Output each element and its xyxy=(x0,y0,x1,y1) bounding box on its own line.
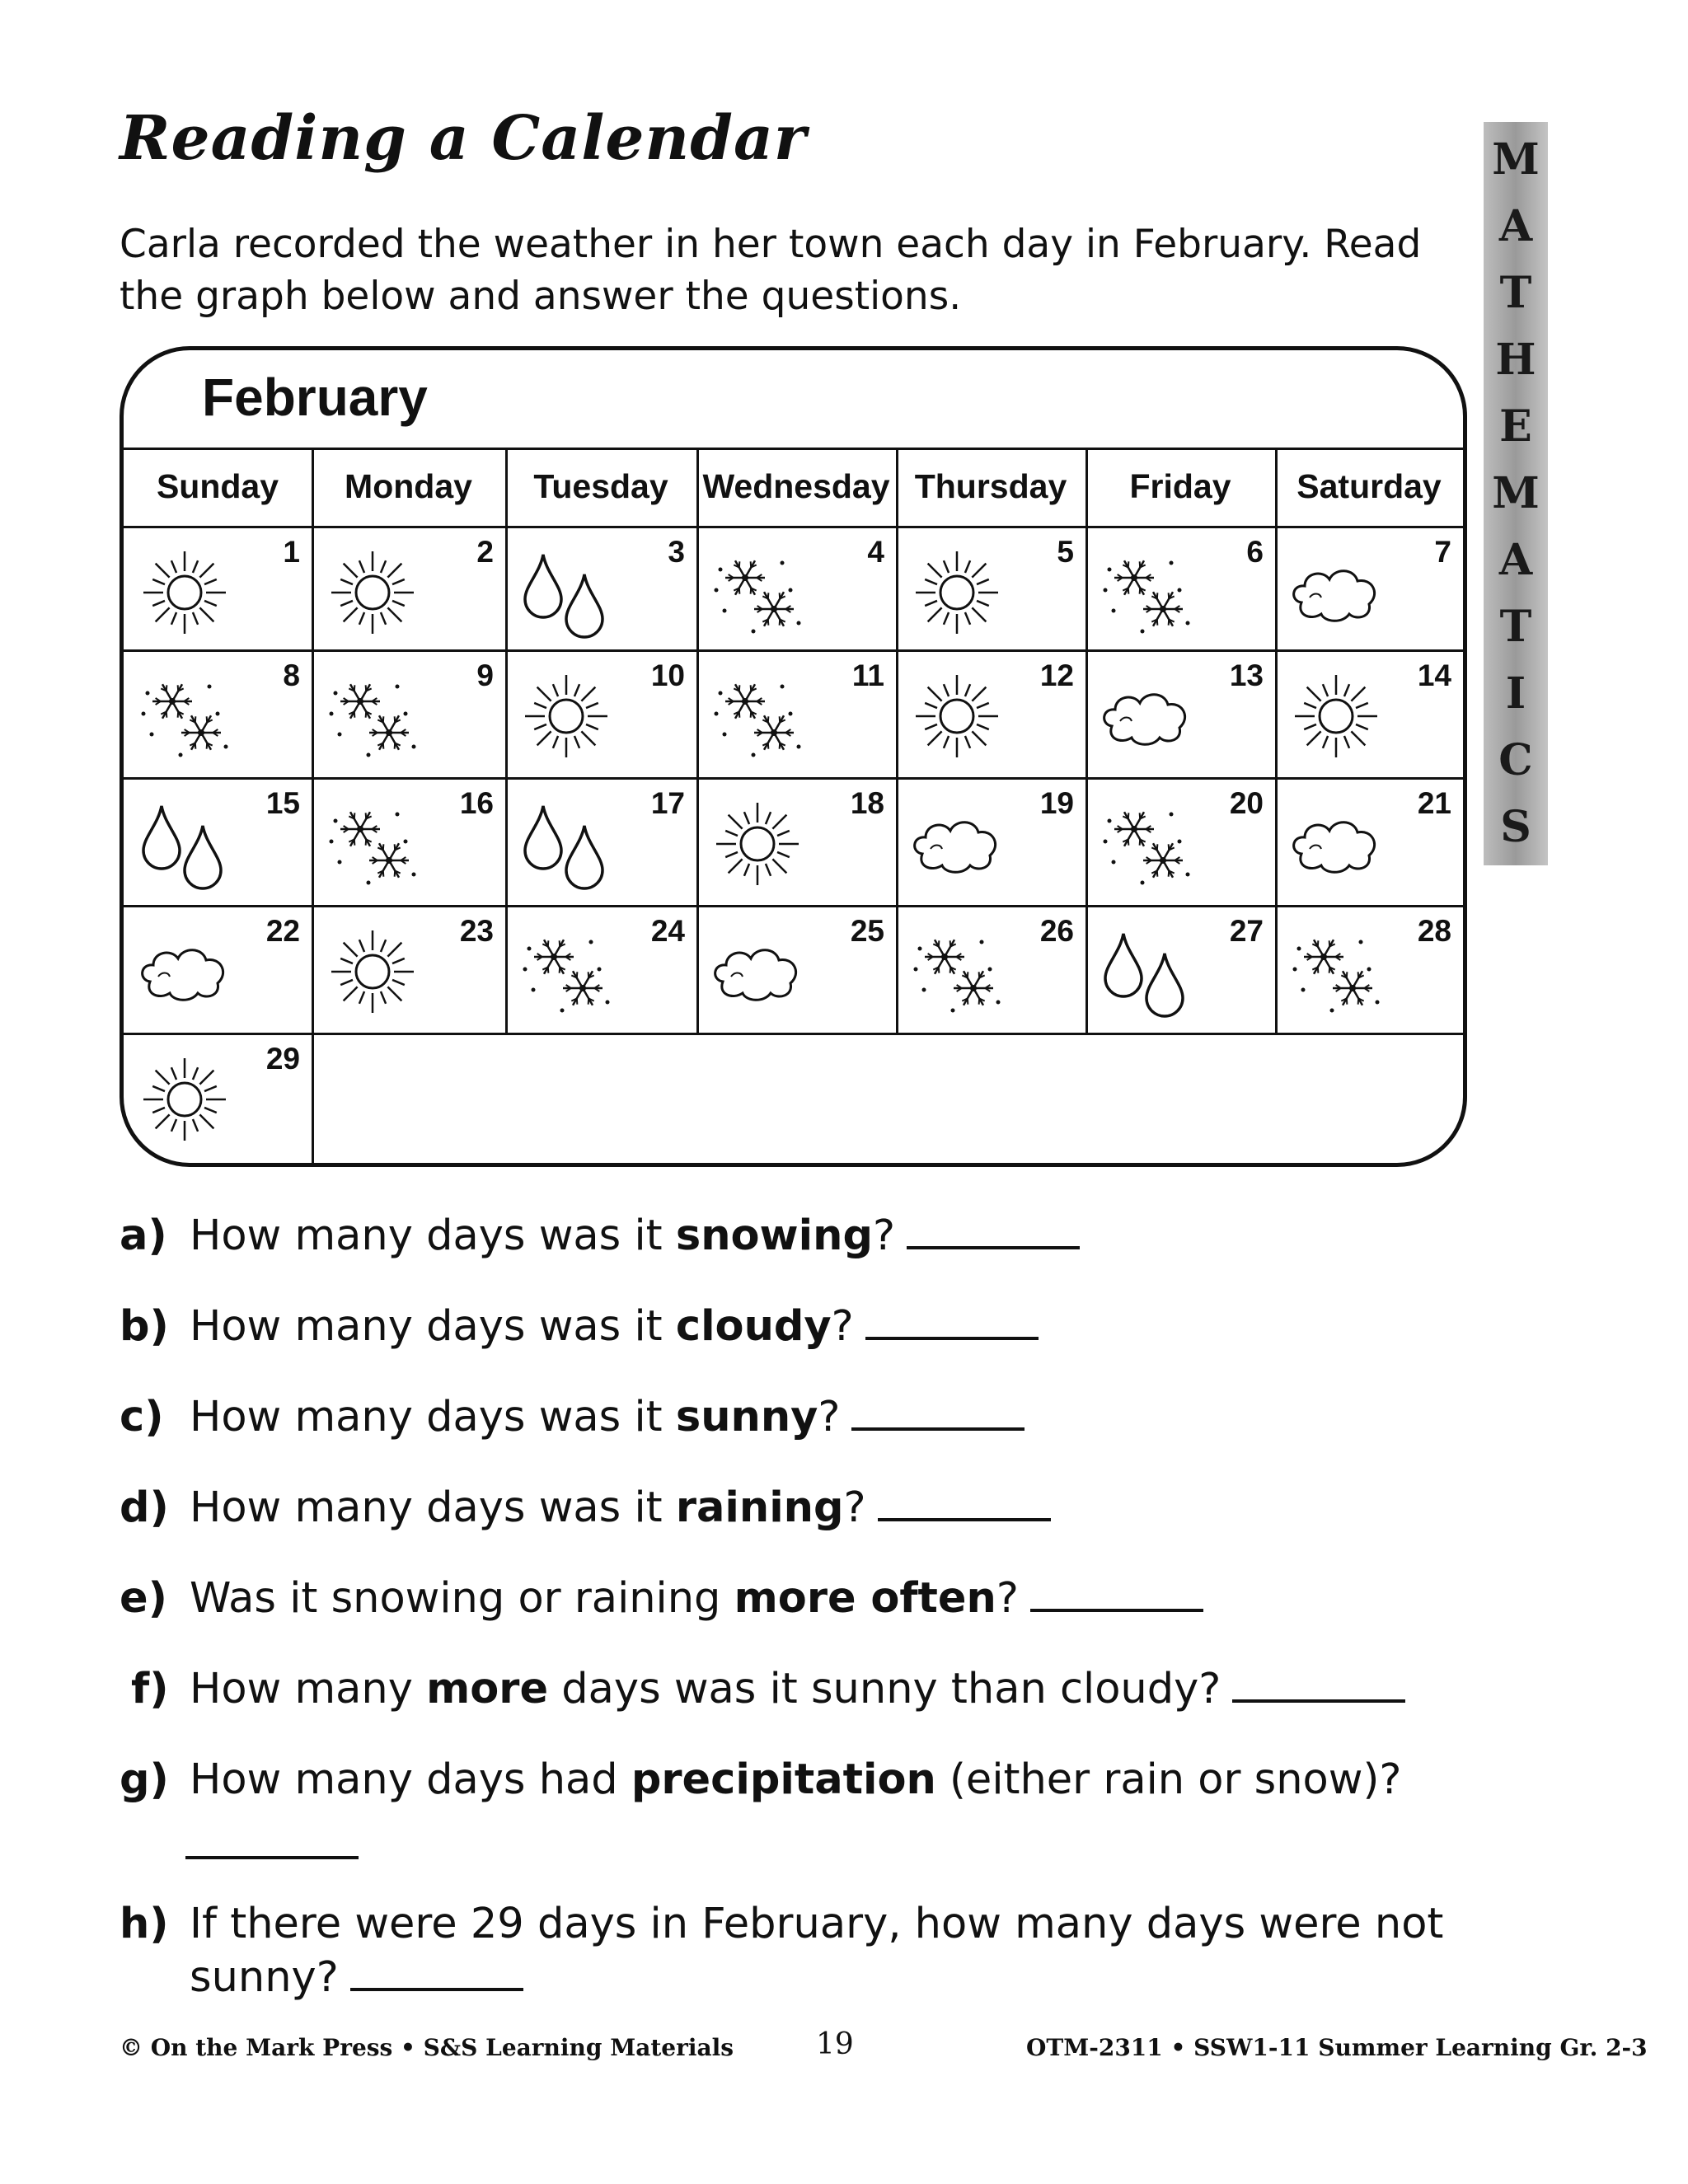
question-label: h) xyxy=(120,1900,169,1948)
question-label: a) xyxy=(120,1212,167,1260)
day-number: 10 xyxy=(650,658,685,692)
side-tab-letter: C xyxy=(1498,734,1533,785)
side-tab-letter: T xyxy=(1499,601,1532,652)
answer-blank[interactable] xyxy=(1232,1666,1405,1703)
day-number: 8 xyxy=(283,658,300,692)
calendar-day-cell xyxy=(896,528,1085,649)
calendar-day-cell xyxy=(696,528,896,649)
question-h-second-line xyxy=(190,1953,523,2002)
day-number: 18 xyxy=(850,786,884,820)
calendar-day-cell xyxy=(896,780,1085,905)
calendar-day-cell xyxy=(1085,528,1275,649)
side-tab-letter: M xyxy=(1492,467,1540,518)
question-text-end: (either rain or snow)? xyxy=(935,1755,1402,1804)
question-a xyxy=(120,1212,1080,1260)
calendar-day-cell xyxy=(896,652,1085,777)
question-keyword: more xyxy=(426,1665,549,1713)
day-number: 7 xyxy=(1434,535,1451,569)
calendar-day-cell xyxy=(312,780,505,905)
day-name-header: Sunday xyxy=(156,466,279,505)
calendar-day-cell xyxy=(312,528,505,649)
question-text-end: ? xyxy=(831,1302,854,1351)
grid-line xyxy=(124,1033,1463,1035)
calendar-day-cell xyxy=(896,907,1085,1033)
page-title: Reading a Calendar xyxy=(120,103,807,174)
side-tab-letter: M xyxy=(1492,134,1540,185)
calendar-day-cell xyxy=(505,780,696,905)
question-text: Was it snowing or raining xyxy=(190,1574,734,1623)
question-text-end: ? xyxy=(818,1393,841,1441)
day-number: 11 xyxy=(851,658,884,692)
answer-blank[interactable] xyxy=(865,1304,1039,1340)
question-label: g) xyxy=(120,1755,169,1804)
intro-text: Carla recorded the weather in her town each day in February. Read the graph below and answer the questions. xyxy=(120,222,1422,319)
answer-blank[interactable] xyxy=(851,1394,1025,1431)
day-number: 3 xyxy=(668,535,685,569)
day-number: 23 xyxy=(459,914,494,948)
answer-blank[interactable] xyxy=(350,1955,523,1991)
answer-blank[interactable] xyxy=(185,1823,359,1859)
day-number: 9 xyxy=(476,658,494,692)
question-text-end: ? xyxy=(996,1574,1019,1623)
day-number: 12 xyxy=(1039,658,1074,692)
question-keyword: sunny xyxy=(675,1393,818,1441)
calendar-day-cell xyxy=(124,652,312,777)
day-name-header: Wednesday xyxy=(702,466,890,505)
calendar-day-cell xyxy=(505,528,696,649)
calendar-day-cell xyxy=(312,652,505,777)
side-tab-letter: E xyxy=(1499,401,1532,452)
day-number: 21 xyxy=(1417,786,1451,820)
question-label: f) xyxy=(131,1665,169,1713)
question-h xyxy=(120,1900,1443,1948)
day-number: 24 xyxy=(650,914,685,948)
side-tab-letter: A xyxy=(1498,201,1533,252)
question-label: e) xyxy=(120,1574,167,1623)
day-number: 4 xyxy=(867,535,884,569)
footer-copyright: © On the Mark Press • S&S Learning Materials xyxy=(120,2034,734,2061)
calendar-day-cell xyxy=(1275,780,1463,905)
day-number: 26 xyxy=(1039,914,1074,948)
calendar-day-cell xyxy=(696,652,896,777)
question-b xyxy=(120,1302,1039,1351)
page-number: 19 xyxy=(816,2027,854,2061)
question-keyword: cloudy xyxy=(675,1302,832,1351)
mathematics-side-tab xyxy=(1484,122,1548,865)
question-c xyxy=(120,1393,1025,1441)
side-tab-letter: A xyxy=(1498,534,1533,585)
calendar-day-cell xyxy=(505,907,696,1033)
side-tab-letter: T xyxy=(1499,268,1532,319)
question-keyword: snowing xyxy=(675,1212,873,1260)
day-name-header: Tuesday xyxy=(533,466,668,505)
question-label: b) xyxy=(120,1302,169,1351)
day-number: 22 xyxy=(265,914,300,948)
day-number: 29 xyxy=(265,1042,300,1076)
question-keyword: precipitation xyxy=(631,1755,936,1804)
footer-product-code: OTM-2311 • SSW1-11 Summer Learning Gr. 2-3 xyxy=(1026,2034,1648,2061)
calendar-day-cell xyxy=(1085,907,1275,1033)
side-tab-letter: I xyxy=(1505,668,1526,719)
day-name-header: Friday xyxy=(1129,466,1231,505)
question-text-end: sunny? xyxy=(190,1953,339,2002)
answer-blank[interactable] xyxy=(907,1213,1080,1249)
question-text: How many days was it xyxy=(190,1483,676,1532)
day-number: 17 xyxy=(650,786,685,820)
day-number: 20 xyxy=(1229,786,1264,820)
answer-blank[interactable] xyxy=(1030,1576,1203,1612)
calendar-day-cell xyxy=(124,780,312,905)
calendar-day-cell xyxy=(312,907,505,1033)
day-number: 27 xyxy=(1229,914,1264,948)
question-text-end: ? xyxy=(872,1212,896,1260)
day-name-header: Saturday xyxy=(1296,466,1442,505)
calendar-day-cell xyxy=(1275,528,1463,649)
question-text: If there were 29 days in February, how many days were not xyxy=(190,1900,1444,1948)
day-number: 13 xyxy=(1229,658,1264,692)
calendar-day-cell xyxy=(124,1035,312,1166)
question-text-end: ? xyxy=(843,1483,866,1532)
question-text-end: days was it sunny than cloudy? xyxy=(548,1665,1221,1713)
calendar-month-title: February xyxy=(202,368,428,427)
calendar-day-cell xyxy=(124,907,312,1033)
question-text: How many days had xyxy=(190,1755,631,1804)
day-number: 5 xyxy=(1057,535,1074,569)
question-g-answer-line xyxy=(120,1821,359,1870)
question-g xyxy=(120,1755,1401,1804)
day-number: 2 xyxy=(476,535,494,569)
calendar-day-cell xyxy=(505,652,696,777)
question-e xyxy=(120,1574,1203,1623)
day-number: 1 xyxy=(283,535,300,569)
day-number: 28 xyxy=(1417,914,1451,948)
side-tab-letter: H xyxy=(1495,335,1536,386)
calendar-day-cell xyxy=(1085,652,1275,777)
question-text: How many xyxy=(190,1665,427,1713)
calendar-day-cell xyxy=(696,907,896,1033)
calendar-day-cell xyxy=(124,528,312,649)
question-keyword: raining xyxy=(675,1483,844,1532)
day-name-header: Monday xyxy=(345,466,472,505)
day-number: 15 xyxy=(265,786,300,820)
day-number: 19 xyxy=(1039,786,1074,820)
question-text: How many days was it xyxy=(190,1393,676,1441)
answer-blank[interactable] xyxy=(878,1485,1051,1521)
side-tab-letter: S xyxy=(1500,801,1531,852)
question-keyword: more often xyxy=(734,1574,996,1623)
question-label: d) xyxy=(120,1483,169,1532)
calendar-day-cell xyxy=(1275,652,1463,777)
day-number: 25 xyxy=(850,914,884,948)
question-text: How many days was it xyxy=(190,1302,676,1351)
day-number: 14 xyxy=(1417,658,1451,692)
calendar-day-cell xyxy=(1085,780,1275,905)
calendar-day-cell xyxy=(1275,907,1463,1033)
calendar-day-cell xyxy=(696,780,896,905)
question-d xyxy=(120,1483,1051,1532)
question-label: c) xyxy=(120,1393,164,1441)
day-name-header: Thursday xyxy=(914,466,1067,505)
question-f xyxy=(120,1665,1405,1713)
question-text: How many days was it xyxy=(190,1212,676,1260)
day-number: 6 xyxy=(1246,535,1264,569)
february-calendar xyxy=(120,346,1467,1167)
day-number: 16 xyxy=(459,786,494,820)
